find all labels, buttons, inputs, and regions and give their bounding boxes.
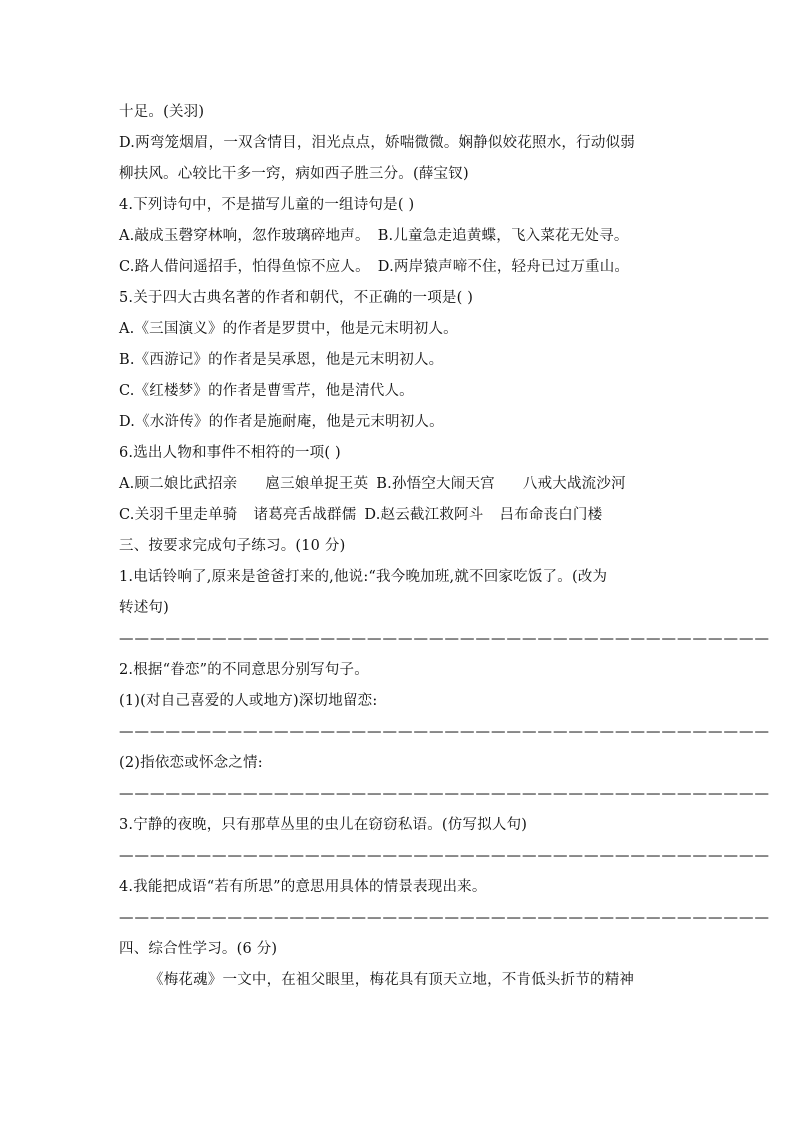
option-c: C.路人借问遥招手，怕得鱼惊不应人。	[119, 259, 370, 275]
question-4: 4.下列诗句中，不是描写儿童的一组诗句是( )	[119, 197, 415, 213]
sentence-task-1: 1.电话铃响了,原来是爸爸打来的,他说:“我今晚加班,就不回家吃饭了。(改为	[119, 569, 608, 585]
section-3-heading: 三、按要求完成句子练习。(10 分)	[119, 538, 346, 554]
sentence-task-3: 3.宁静的夜晚，只有那草丛里的虫儿在窃窃私语。(仿写拟人句)	[119, 817, 528, 833]
sentence-task-1-cont: 转述句)	[119, 600, 169, 616]
option-d: D.《水浒传》的作者是施耐庵，他是元末明初人。	[119, 414, 444, 430]
answer-blank-line[interactable]: ——————————————————————————————————————————	[119, 724, 770, 740]
option-b-part2: 八戒大战流沙河	[522, 476, 626, 492]
option-a: A.敲成玉磬穿林响，忽作玻璃碎地声。	[119, 228, 370, 244]
option-b: B.《西游记》的作者是吴承恩，他是元末明初人。	[119, 352, 444, 368]
answer-blank-line[interactable]: ——————————————————————————————————————————	[119, 631, 770, 647]
option-d-part1: D.赵云截江救阿斗	[364, 507, 484, 523]
option-a: A.《三国演义》的作者是罗贯中，他是元末明初人。	[119, 321, 458, 337]
section-4-heading: 四、综合性学习。(6 分)	[119, 941, 278, 957]
paragraph-text: 《梅花魂》一文中，在祖父眼里，梅花具有顶天立地，不肯低头折节的精神	[149, 972, 635, 988]
sentence-task-2-1: (1)(对自己喜爱的人或地方)深切地留恋:	[119, 693, 378, 709]
text-line: 柳扶风。心较比干多一窍，病如西子胜三分。(薛宝钗)	[119, 166, 469, 182]
option-c-part1: C.关羽千里走单骑	[119, 507, 238, 523]
question-5: 5.关于四大古典名著的作者和朝代，不正确的一项是( )	[119, 290, 474, 306]
option-a-part2: 扈三娘单捉王英	[265, 476, 369, 492]
document-page	[119, 97, 770, 996]
question-4-options-ab	[119, 221, 679, 252]
option-d: D.两岸猿声啼不住，轻舟已过万重山。	[377, 259, 630, 275]
sentence-task-2: 2.根据“眷恋”的不同意思分别写句子。	[119, 662, 369, 678]
answer-blank-line[interactable]: ——————————————————————————————————————————	[119, 910, 770, 926]
question-4-options-cd	[119, 252, 679, 283]
option-b: B.儿童急走追黄蝶，飞入菜花无处寻。	[377, 228, 629, 244]
option-d-line: D.两弯笼烟眉，一双含情目，泪光点点，娇喘微微。娴静似姣花照水，行动似弱	[119, 135, 635, 151]
text-line: 十足。(关羽)	[119, 104, 205, 120]
option-c: C.《红楼梦》的作者是曹雪芹，他是清代人。	[119, 383, 414, 399]
answer-blank-line[interactable]: ——————————————————————————————————————————	[119, 848, 770, 864]
sentence-task-2-2: (2)指依恋或怀念之情:	[119, 755, 263, 771]
question-6-options-cd	[119, 500, 679, 531]
sentence-task-4: 4.我能把成语“若有所思”的意思用具体的情景表现出来。	[119, 879, 487, 895]
option-b-part1: B.孙悟空大闹天宫	[376, 476, 495, 492]
question-6-options-ab	[119, 469, 679, 500]
answer-blank-line[interactable]: ——————————————————————————————————————————	[119, 786, 770, 802]
option-c-part2: 诸葛亮舌战群儒	[253, 507, 357, 523]
question-6: 6.选出人物和事件不相符的一项( )	[119, 445, 341, 461]
option-d-part2: 吕布命丧白门楼	[499, 507, 603, 523]
option-a-part1: A.顾二娘比武招亲	[119, 476, 238, 492]
